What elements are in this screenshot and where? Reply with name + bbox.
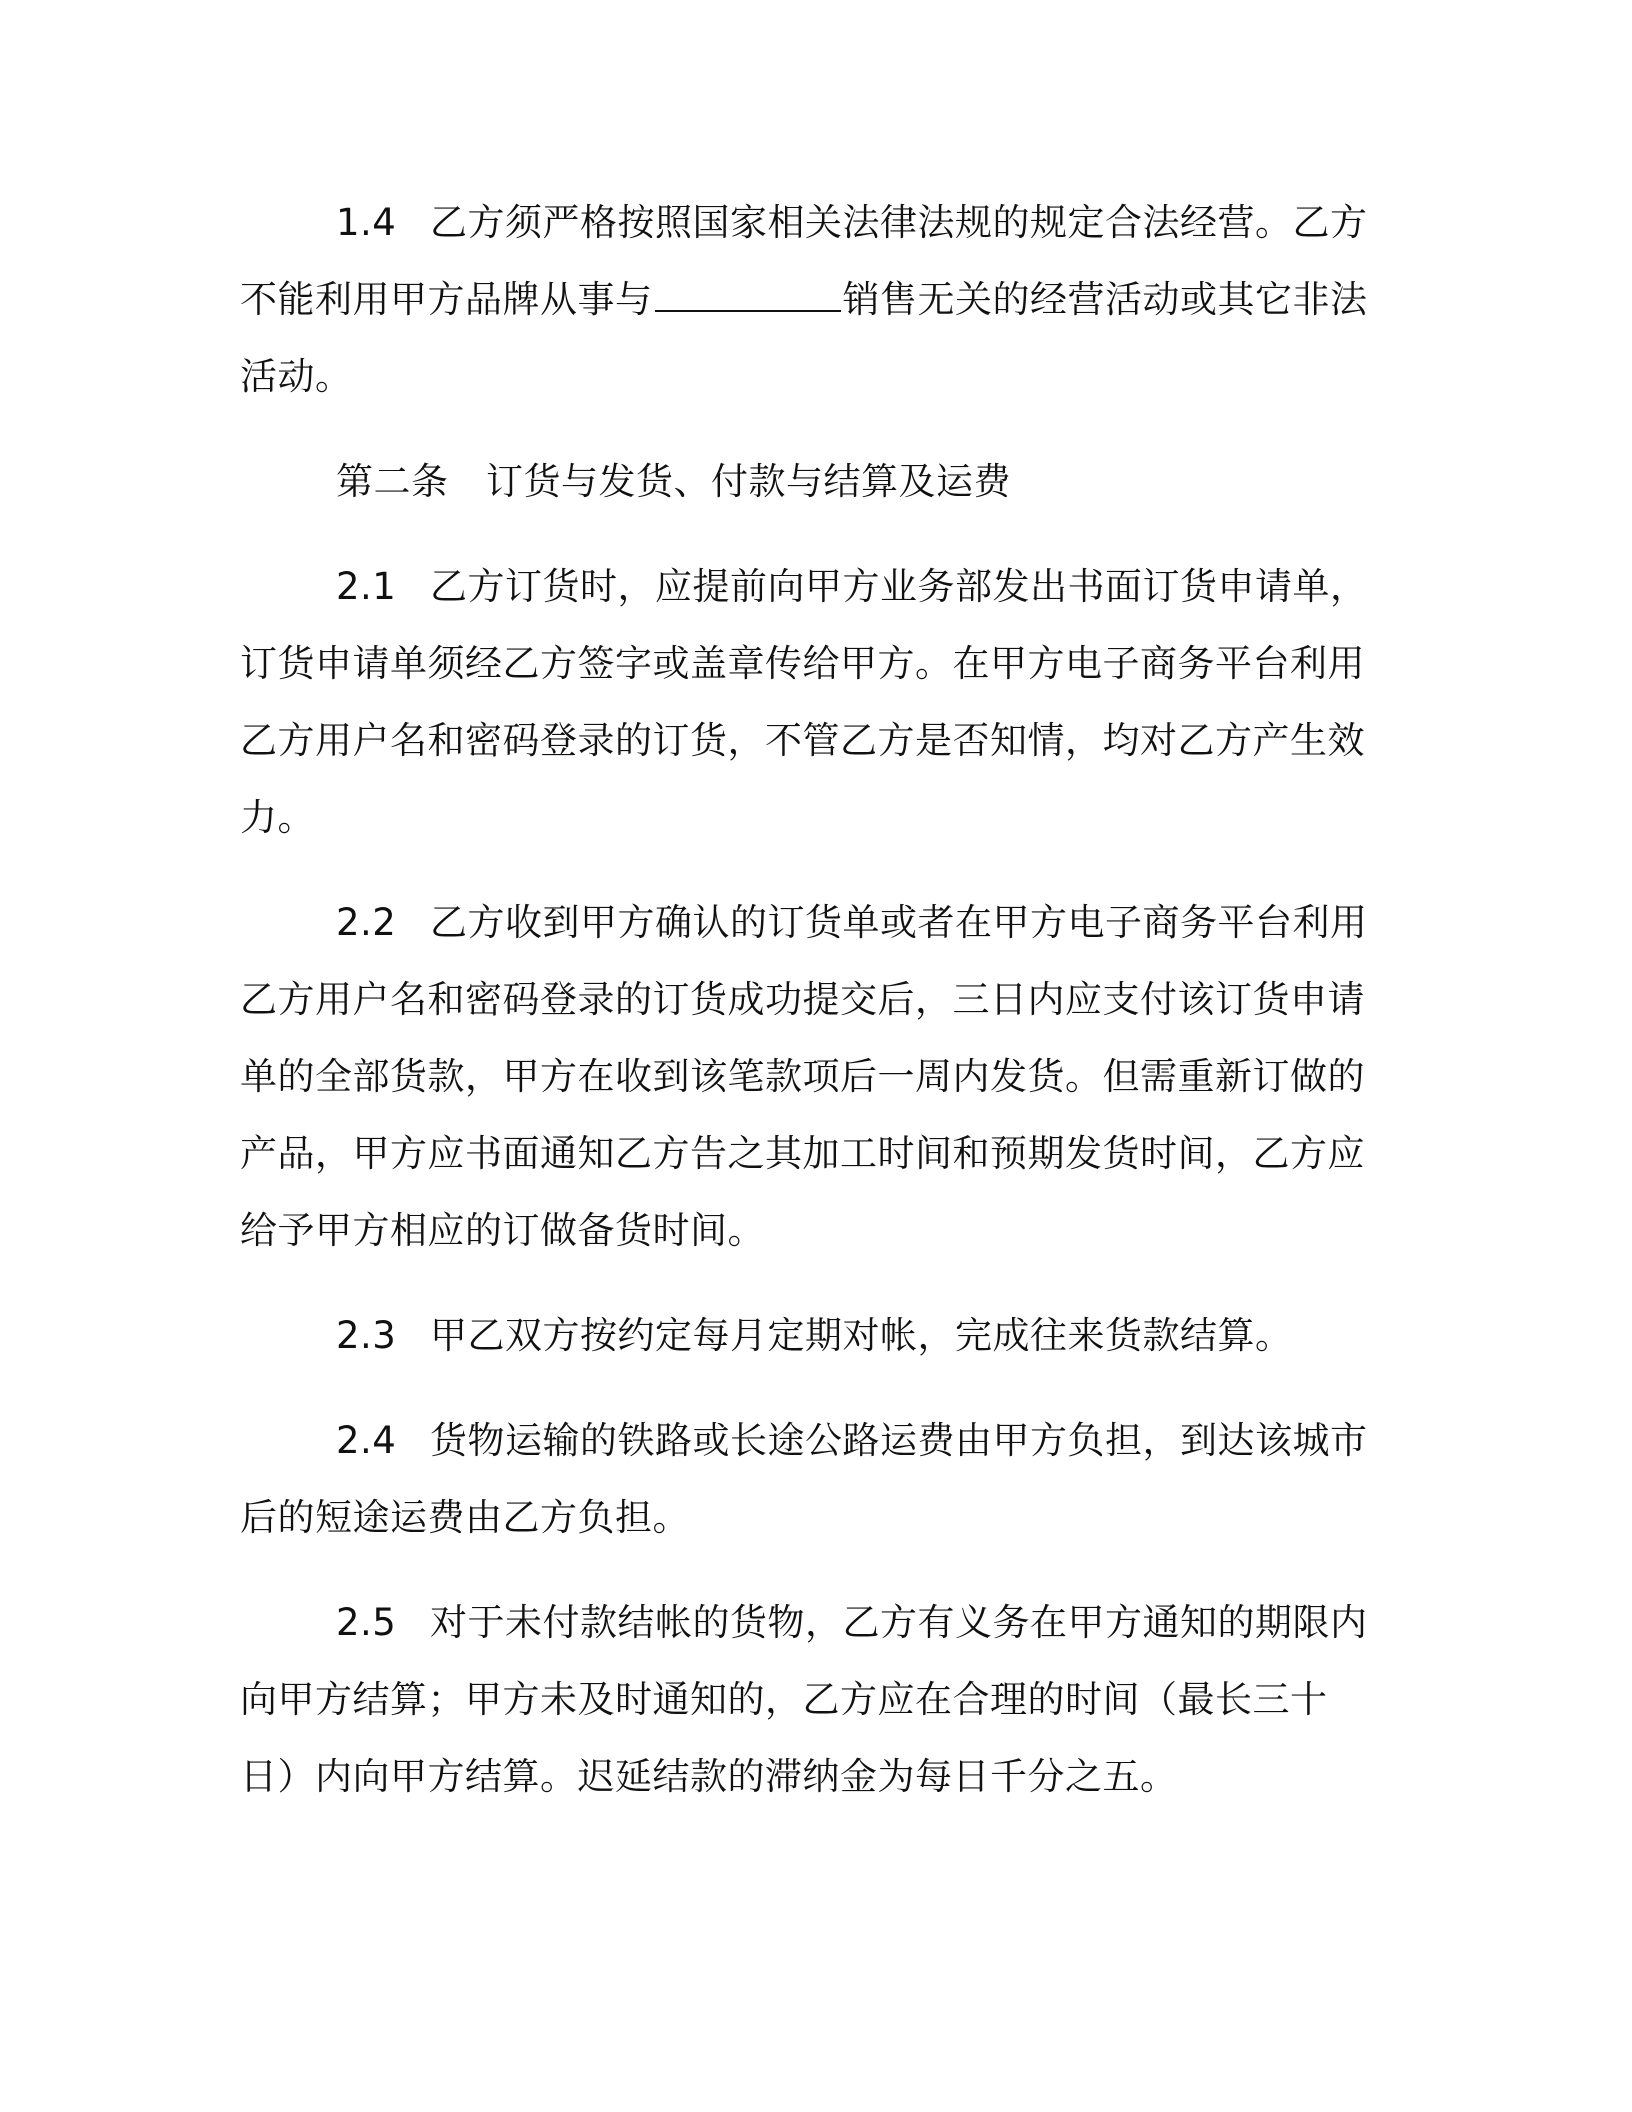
- clause-text: 甲乙双方按约定每月定期对帐，完成往来货款结算。: [430, 1314, 1293, 1357]
- clause-2-4: [240, 1402, 1370, 1556]
- clause-1-4: [240, 184, 1370, 415]
- clause-number: 2.1: [336, 565, 397, 608]
- fill-in-blank: [655, 280, 841, 312]
- clause-number: 2.5: [336, 1601, 397, 1644]
- clause-text: 货物运输的铁路或长途公路运费由甲方负担，到达该城市后的短途运费由乙方负担。: [240, 1419, 1368, 1539]
- clause-number: 2.4: [336, 1419, 397, 1462]
- article-2-heading: [240, 443, 1370, 520]
- clause-text: 乙方收到甲方确认的订货单或者在甲方电子商务平台利用乙方用户名和密码登录的订货成功提交后，三日内应支付该订货申请单的全部货款，甲方在收到该笔款项后一周内发货。但需重新订做的产品，甲方应书面通知乙方告之其加工时间和预期发货时间，乙方应给予甲方相应的订做备货时间。: [240, 901, 1368, 1252]
- clause-2-1: [240, 548, 1370, 856]
- clause-number: 1.4: [336, 201, 397, 244]
- article-title: 订货与发货、付款与结算及运费: [486, 460, 1011, 503]
- clause-text-after-blank: 销售无关的经营活动或其它非法活动。: [240, 278, 1368, 398]
- article-label: 第二条: [336, 460, 449, 503]
- clause-number: 2.2: [336, 901, 397, 944]
- clause-2-2: [240, 884, 1370, 1269]
- clause-2-3: [240, 1297, 1370, 1374]
- clause-2-5: [240, 1584, 1370, 1815]
- clause-number: 2.3: [336, 1314, 397, 1357]
- contract-body: [240, 184, 1370, 1815]
- clause-text: 对于未付款结帐的货物，乙方有义务在甲方通知的期限内向甲方结算；甲方未及时通知的，乙方应在合理的时间（最长三十日）内向甲方结算。迟延结款的滞纳金为每日千分之五。: [240, 1601, 1368, 1798]
- clause-text-before-blank: 乙方须严格按照国家相关法律法规的规定合法经营。乙方不能利用甲方品牌从事与: [240, 201, 1368, 321]
- clause-text: 乙方订货时，应提前向甲方业务部发出书面订货申请单，订货申请单须经乙方签字或盖章传给甲方。在甲方电子商务平台利用乙方用户名和密码登录的订货，不管乙方是否知情，均对乙方产生效力。: [240, 565, 1368, 839]
